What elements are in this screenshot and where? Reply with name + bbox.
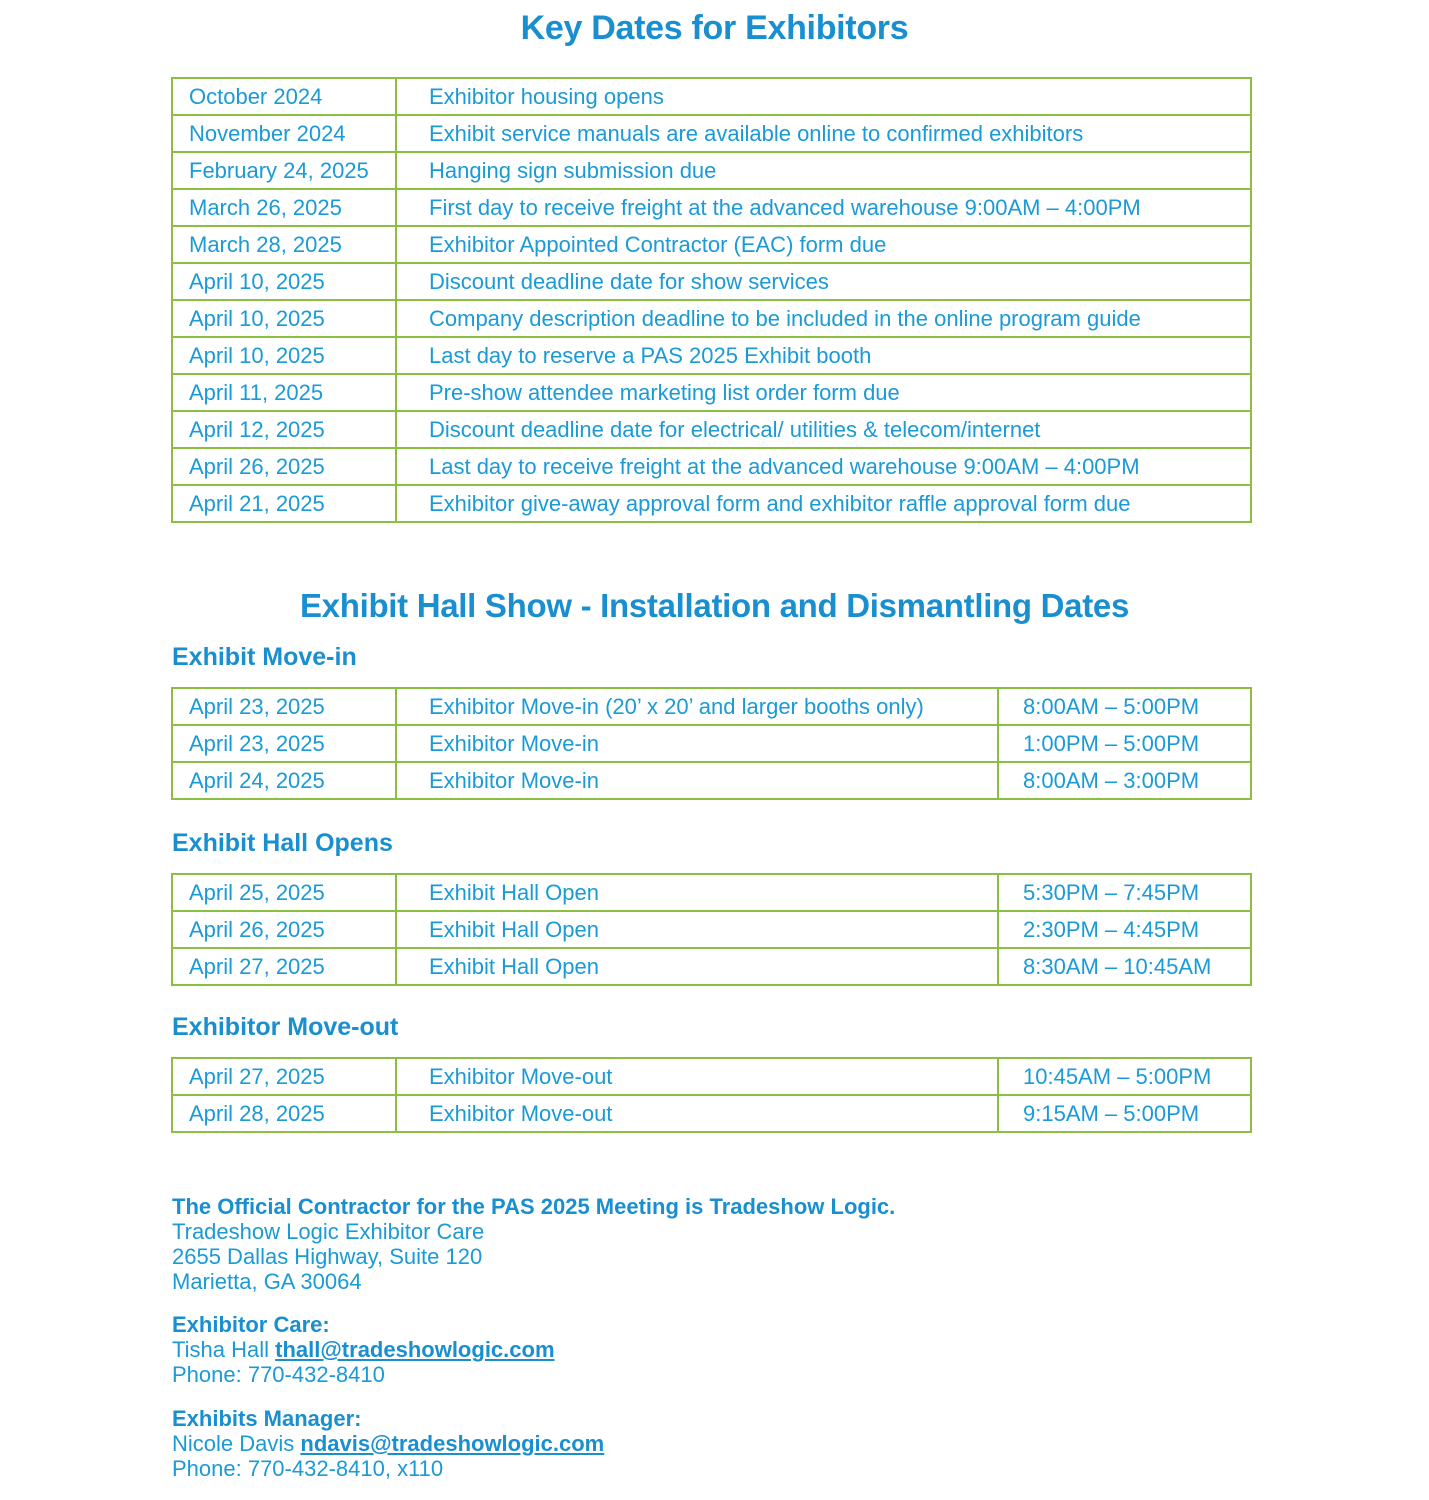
move-out-table [171, 1057, 1252, 1133]
table-row [172, 874, 1251, 911]
exhibits-manager-email-link[interactable]: ndavis@tradeshowlogic.com [300, 1431, 605, 1456]
table-row [172, 374, 1251, 411]
time-cell: 1:00PM – 5:00PM [998, 725, 1251, 762]
date-cell: October 2024 [172, 78, 396, 115]
date-cell: April 26, 2025 [172, 911, 396, 948]
table-row [172, 115, 1251, 152]
table-row [172, 485, 1251, 522]
time-cell: 5:30PM – 7:45PM [998, 874, 1251, 911]
exhibitor-care-block [172, 1312, 1172, 1387]
date-cell: April 27, 2025 [172, 1058, 396, 1095]
table-row [172, 448, 1251, 485]
time-cell: 10:45AM – 5:00PM [998, 1058, 1251, 1095]
event-cell: First day to receive freight at the advanced warehouse 9:00AM – 4:00PM [396, 189, 1251, 226]
table-row [172, 78, 1251, 115]
exhibitor-care-person: Tisha Hall [172, 1337, 269, 1362]
table-row [172, 725, 1251, 762]
event-cell: Exhibitor Appointed Contractor (EAC) form due [396, 226, 1251, 263]
time-cell: 8:00AM – 3:00PM [998, 762, 1251, 799]
date-cell: April 28, 2025 [172, 1095, 396, 1132]
table-row [172, 337, 1251, 374]
hall-opens-heading: Exhibit Hall Opens [172, 829, 393, 857]
date-cell: April 11, 2025 [172, 374, 396, 411]
table-row [172, 1095, 1251, 1132]
date-cell: April 23, 2025 [172, 725, 396, 762]
table-row [172, 948, 1251, 985]
date-cell: April 23, 2025 [172, 688, 396, 725]
exhibits-manager-person: Nicole Davis [172, 1431, 295, 1456]
table-row [172, 762, 1251, 799]
key-dates-title: Key Dates for Exhibitors [520, 9, 909, 47]
event-cell: Discount deadline date for show services [396, 263, 1251, 300]
event-cell: Exhibitor housing opens [396, 78, 1251, 115]
date-cell: April 21, 2025 [172, 485, 396, 522]
contractor-address-line1: 2655 Dallas Highway, Suite 120 [172, 1244, 483, 1269]
contractor-block [172, 1194, 1172, 1294]
date-cell: March 28, 2025 [172, 226, 396, 263]
event-cell: Last day to receive freight at the advanced warehouse 9:00AM – 4:00PM [396, 448, 1251, 485]
time-cell: 9:15AM – 5:00PM [998, 1095, 1251, 1132]
date-cell: November 2024 [172, 115, 396, 152]
table-row [172, 226, 1251, 263]
event-cell: Exhibit Hall Open [396, 911, 998, 948]
event-cell: Hanging sign submission due [396, 152, 1251, 189]
exhibitor-care-phone: Phone: 770-432-8410 [172, 1362, 385, 1387]
event-cell: Exhibit Hall Open [396, 874, 998, 911]
table-row [172, 189, 1251, 226]
date-cell: April 10, 2025 [172, 337, 396, 374]
date-cell: April 24, 2025 [172, 762, 396, 799]
event-cell: Exhibit Hall Open [396, 948, 998, 985]
move-in-heading: Exhibit Move-in [172, 643, 357, 671]
date-cell: April 10, 2025 [172, 300, 396, 337]
time-cell: 8:30AM – 10:45AM [998, 948, 1251, 985]
event-cell: Exhibitor Move-out [396, 1095, 998, 1132]
hall-opens-table [171, 873, 1252, 986]
table-row [172, 688, 1251, 725]
date-cell: March 26, 2025 [172, 189, 396, 226]
event-cell: Exhibitor Move-in (20’ x 20’ and larger booths only) [396, 688, 998, 725]
table-row [172, 1058, 1251, 1095]
table-row [172, 911, 1251, 948]
exhibits-manager-block [172, 1406, 1172, 1481]
event-cell: Company description deadline to be included in the online program guide [396, 300, 1251, 337]
date-cell: April 26, 2025 [172, 448, 396, 485]
event-cell: Discount deadline date for electrical/ utilities & telecom/internet [396, 411, 1251, 448]
event-cell: Exhibitor give-away approval form and exhibitor raffle approval form due [396, 485, 1251, 522]
table-row [172, 411, 1251, 448]
time-cell: 8:00AM – 5:00PM [998, 688, 1251, 725]
exhibits-manager-phone: Phone: 770-432-8410, x110 [172, 1456, 444, 1481]
event-cell: Pre-show attendee marketing list order form due [396, 374, 1251, 411]
event-cell: Exhibitor Move-in [396, 762, 998, 799]
exhibits-manager-heading: Exhibits Manager: [172, 1406, 362, 1431]
date-cell: April 27, 2025 [172, 948, 396, 985]
event-cell: Last day to reserve a PAS 2025 Exhibit booth [396, 337, 1251, 374]
exhibitor-care-heading: Exhibitor Care: [172, 1312, 330, 1337]
date-cell: April 25, 2025 [172, 874, 396, 911]
date-cell: April 10, 2025 [172, 263, 396, 300]
event-cell: Exhibitor Move-in [396, 725, 998, 762]
installation-title: Exhibit Hall Show - Installation and Dismantling Dates [299, 587, 1130, 624]
event-cell: Exhibit service manuals are available online to confirmed exhibitors [396, 115, 1251, 152]
table-row [172, 152, 1251, 189]
contractor-address-line2: Marietta, GA 30064 [172, 1269, 362, 1294]
exhibitor-care-email-link[interactable]: thall@tradeshowlogic.com [275, 1337, 555, 1362]
move-out-heading: Exhibitor Move-out [172, 1013, 399, 1041]
move-in-table [171, 687, 1252, 800]
contractor-heading: The Official Contractor for the PAS 2025 Meeting is Tradeshow Logic. [172, 1194, 896, 1219]
event-cell: Exhibitor Move-out [396, 1058, 998, 1095]
table-row [172, 300, 1251, 337]
date-cell: April 12, 2025 [172, 411, 396, 448]
table-row [172, 263, 1251, 300]
date-cell: February 24, 2025 [172, 152, 396, 189]
key-dates-table [171, 77, 1252, 523]
time-cell: 2:30PM – 4:45PM [998, 911, 1251, 948]
contractor-name: Tradeshow Logic Exhibitor Care [172, 1219, 485, 1244]
